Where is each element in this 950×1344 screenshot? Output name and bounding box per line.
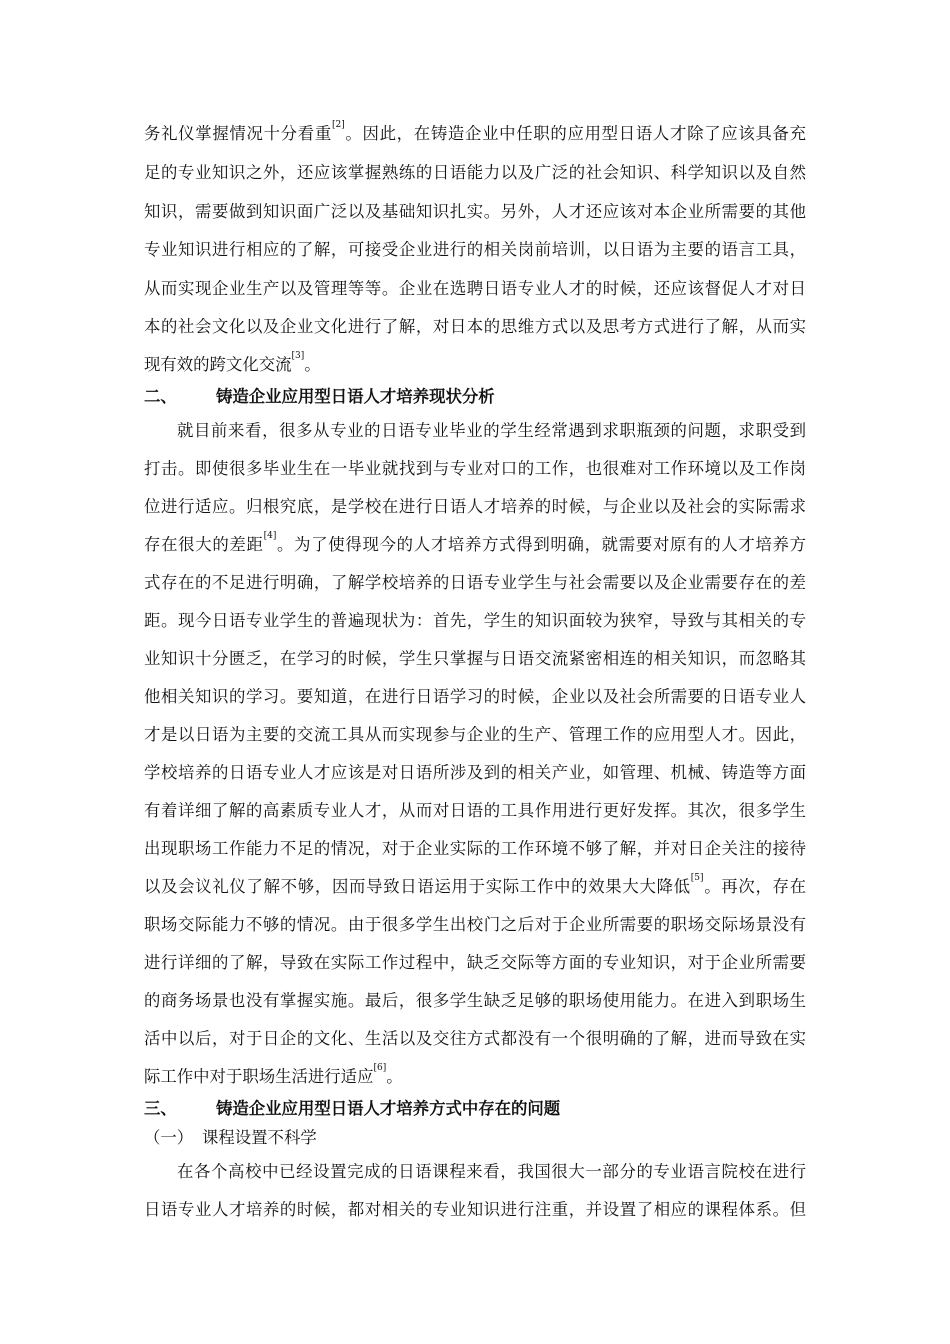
section-title: 铸造企业应用型日语人才培养方式中存在的问题 (216, 1099, 561, 1118)
paragraph-line: 他相关知识的学习。要知道，在进行日语学习的时候，企业以及社会所需要的日语专业人 (144, 687, 806, 706)
paragraph-line: 知识，需要做到知识面广泛以及基础知识扎实。另外，人才还应该对本企业所需要的其他 (144, 202, 806, 221)
section-heading (144, 387, 495, 407)
paragraph-line-first: 在各个高校中已经设置完成的日语课程来看，我国很大一部分的专业语言院校在进行 (177, 1162, 806, 1181)
text-run: 。 (304, 355, 321, 374)
paragraph-line: 有着详细了解的高素质专业人才，从而对日语的工具作用进行更好发挥。其次，很多学生 (144, 801, 806, 820)
section-number: 二、 (144, 387, 177, 406)
text-run: 务礼仪掌握情况十分看重 (144, 124, 332, 143)
paragraph-line: 式存在的不足进行明确，了解学校培养的日语专业学生与社会需要以及企业需要存在的差 (144, 573, 806, 592)
paragraph-line-first: 就目前来看，很多从专业的日语专业毕业的学生经常遇到求职瓶颈的问题，求职受到 (177, 421, 806, 440)
text-run: 存在很大的差距 (144, 535, 264, 554)
paragraph-line: 的商务场景也没有掌握实施。最后，很多学生缺乏足够的职场使用能力。在进入到职场生 (144, 991, 806, 1010)
paragraph-line: 打击。即使很多毕业生在一毕业就找到与专业对口的工作，也很难对工作环境以及工作岗 (144, 459, 806, 478)
text-run: 现有效的跨文化交流 (144, 355, 292, 374)
subsection-number: （一） (144, 1128, 194, 1147)
text-run: 。 (386, 1067, 403, 1086)
section-title: 铸造企业应用型日语人才培养现状分析 (216, 387, 495, 406)
paragraph-line: 从而实现企业生产以及管理等等。企业在选聘日语专业人才的时候，还应该督促人才对日 (144, 279, 806, 298)
paragraph-line (144, 531, 807, 555)
paragraph-line: 职场交际能力不够的情况。由于很多学生出校门之后对于企业所需要的职场交际场景没有 (144, 915, 806, 934)
paragraph-line: 出现职场工作能力不足的情况，对于企业实际的工作环境不够了解，并对日企关注的接待 (144, 839, 806, 858)
paragraph-line (144, 120, 807, 144)
paragraph-line: 位进行适应。归根究底，是学校在进行日语人才培养的时候，与企业以及社会的实际需求 (144, 497, 806, 516)
paragraph-line: 足的专业知识之外，还应该掌握熟练的日语能力以及广泛的社会知识、科学知识以及自然 (144, 163, 806, 182)
paragraph-line: 本的社会文化以及企业文化进行了解，对日本的思维方式以及思考方式进行了解，从而实 (144, 317, 806, 336)
paragraph-line: 学校培养的日语专业人才应该是对日语所涉及到的相关产业，如管理、机械、铸造等方面 (144, 763, 806, 782)
paragraph-line: 进行详细的了解，导致在实际工作过程中，缺乏交际等方面的专业知识，对于企业所需要 (144, 953, 806, 972)
paragraph-line: 才是以日语为主要的交流工具从而实现参与企业的生产、管理工作的应用型人才。因此， (144, 725, 806, 744)
paragraph-line: 日语专业人才培养的时候，都对相关的专业知识进行注重，并设置了相应的课程体系。但 (144, 1200, 806, 1219)
paragraph-line: 活中以后，对于日企的文化、生活以及交往方式都没有一个很明确的了解，进而导致在实 (144, 1029, 806, 1048)
citation-ref: [2] (331, 120, 345, 130)
section-heading (144, 1099, 560, 1119)
text-run: 际工作中对于职场生活进行适应 (144, 1067, 374, 1086)
text-run: 。因此，在铸造企业中任职的应用型日语人才除了应该具备充 (344, 124, 807, 143)
section-number: 三、 (144, 1099, 177, 1118)
text-run: 。再次，存在 (703, 877, 807, 896)
citation-ref: [6] (373, 1063, 387, 1073)
citation-ref: [3] (291, 351, 305, 361)
citation-ref: [4] (263, 531, 277, 541)
paragraph-line (144, 873, 807, 897)
text-run: 以及会议礼仪了解不够，因而导致日语运用于实际工作中的效果大大降低 (144, 877, 691, 896)
subsection-heading (144, 1128, 317, 1148)
paragraph-line: 专业知识进行相应的了解，可接受企业进行的相关岗前培训，以日语为主要的语言工具， (144, 240, 806, 259)
paragraph-line-last (144, 1063, 806, 1087)
paragraph-line: 距。现今日语专业学生的普遍现状为：首先，学生的知识面较为狭窄，导致与其相关的专 (144, 611, 806, 630)
paragraph-line: 业知识十分匮乏，在学习的时候，学生只掌握与日语交流紧密相连的相关知识，而忽略其 (144, 649, 806, 668)
subsection-title: 课程设置不科学 (202, 1128, 317, 1147)
citation-ref: [5] (690, 873, 704, 883)
text-run: 。为了使得现今的人才培养方式得到明确，就需要对原有的人才培养方 (276, 535, 807, 554)
paragraph-line-last (144, 351, 806, 375)
